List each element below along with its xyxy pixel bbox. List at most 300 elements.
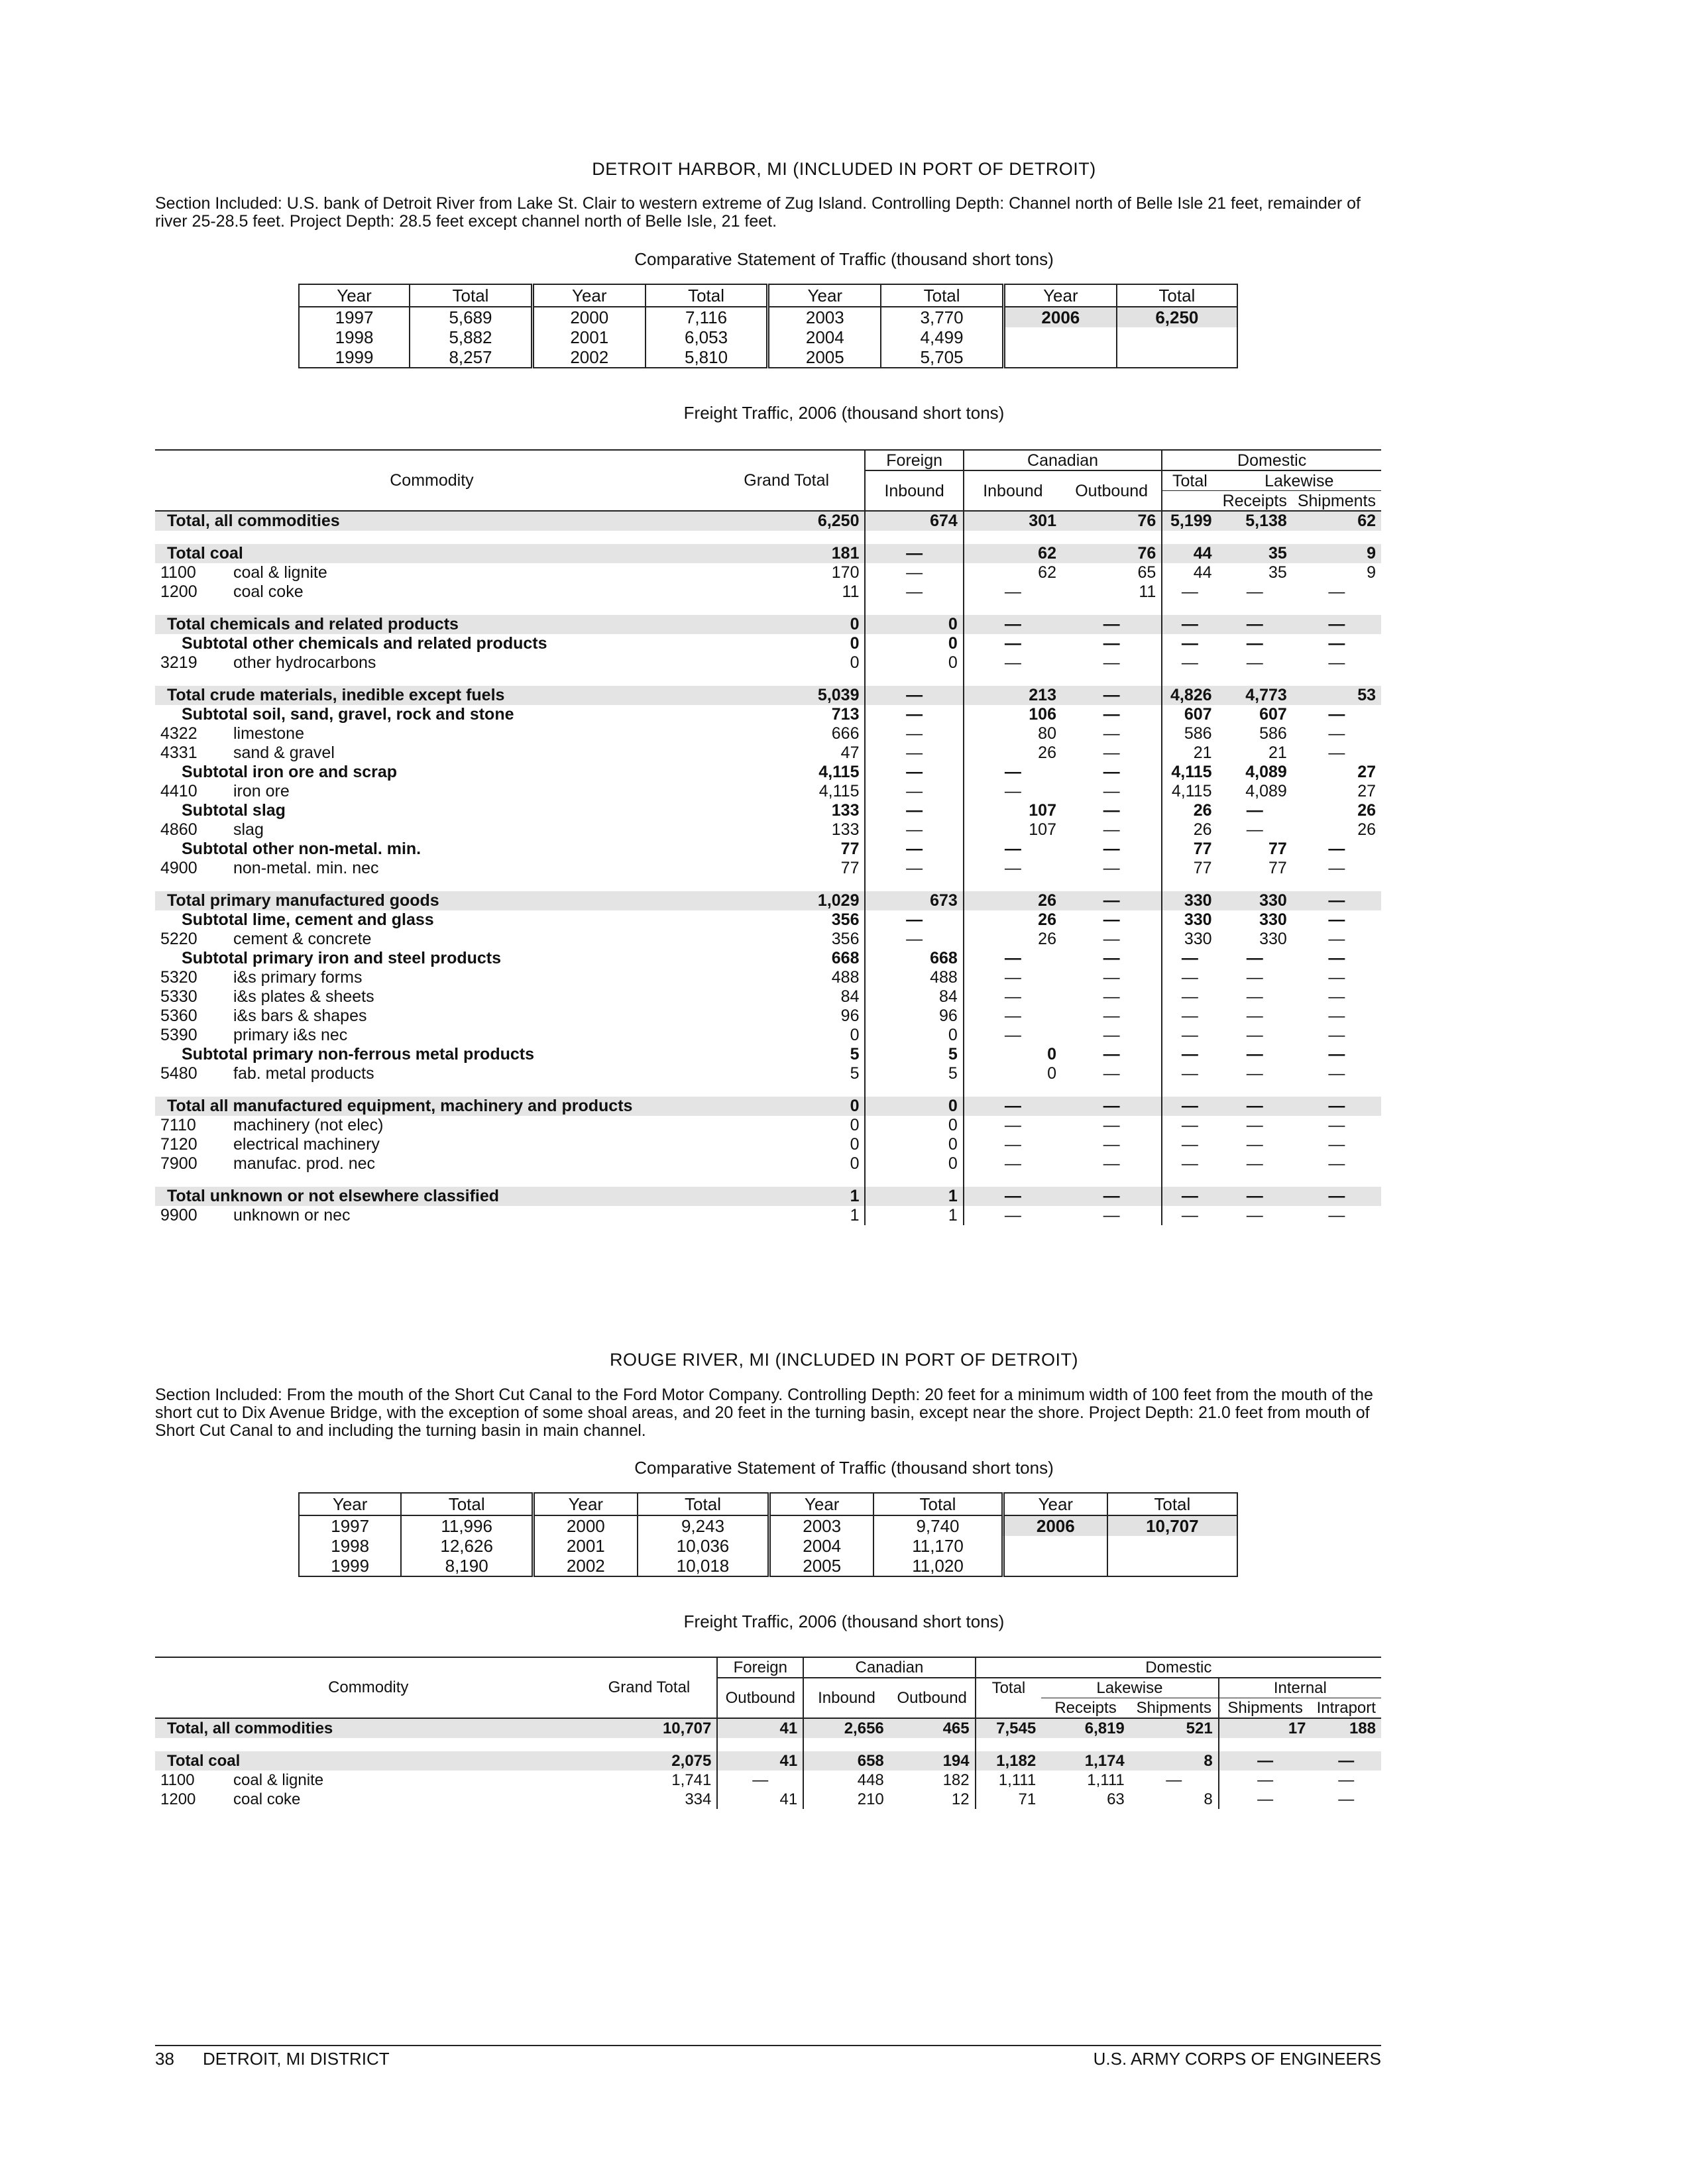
grand-total-header: Grand Total xyxy=(608,1678,691,1696)
value-cell: 76 xyxy=(1062,544,1162,563)
value-cell: 0 xyxy=(964,1045,1062,1064)
value-cell: 107 xyxy=(964,820,1062,840)
value-cell: — xyxy=(865,840,963,859)
spacer-row xyxy=(155,1174,1381,1187)
value-cell: 63 xyxy=(1107,1790,1125,1808)
value-cell: 26 xyxy=(964,910,1062,930)
commodity-code: 5390 xyxy=(160,1026,197,1044)
domestic-header: Domestic xyxy=(976,1657,1381,1678)
commodity-name: fab. metal products xyxy=(233,1064,374,1083)
rouge-title: ROUGE RIVER, MI (INCLUDED IN PORT OF DETROIT) xyxy=(609,1350,1079,1370)
value-cell: — xyxy=(964,1026,1062,1045)
value-cell: 8 xyxy=(1204,1790,1213,1808)
value-cell: 2,075 xyxy=(582,1751,718,1771)
value-cell: 0 xyxy=(850,634,860,653)
value-cell: 80 xyxy=(964,724,1062,743)
value-cell: — xyxy=(865,686,963,705)
receipts-header: Receipts xyxy=(1222,491,1287,510)
comparative-row xyxy=(299,1556,1237,1576)
value-cell: 586 xyxy=(1259,724,1287,743)
comparative-year: 1998 xyxy=(299,1536,401,1556)
canadian-header: Canadian xyxy=(803,1657,975,1678)
comparative-total: 7,116 xyxy=(646,307,768,327)
value-cell: 44 xyxy=(1162,563,1217,582)
commodity-name: Subtotal lime, cement and glass xyxy=(182,910,434,929)
internal-header: Internal xyxy=(1219,1678,1381,1698)
value-cell: — xyxy=(865,743,963,763)
commodity-cell xyxy=(155,801,708,820)
table-row xyxy=(155,930,1381,949)
value-cell: — xyxy=(1292,615,1381,634)
total-header: Total xyxy=(1117,284,1237,307)
commodity-name: i&s plates & sheets xyxy=(233,987,374,1006)
value-cell: — xyxy=(1328,840,1345,858)
comparative-year: 1999 xyxy=(299,347,410,368)
value-cell: 488 xyxy=(865,968,963,987)
commodity-code: 1100 xyxy=(160,1771,195,1789)
value-cell: — xyxy=(1246,1007,1263,1025)
commodity-cell xyxy=(155,1026,708,1045)
table-row xyxy=(155,686,1381,705)
value-cell: 330 xyxy=(1162,910,1217,930)
commodity-cell xyxy=(155,930,708,949)
comparative-year: 1997 xyxy=(299,307,410,327)
value-cell: 26 xyxy=(1162,801,1217,820)
comparative-year: 2005 xyxy=(768,347,881,368)
value-cell: 47 xyxy=(840,743,860,762)
comparative-year xyxy=(1004,347,1117,368)
value-cell: 62 xyxy=(1292,511,1381,531)
value-cell: 330 xyxy=(1259,930,1287,948)
value-cell: — xyxy=(1292,891,1381,910)
value-cell: 53 xyxy=(1292,686,1381,705)
table-row xyxy=(155,1026,1381,1045)
commodity-name: Total, all commodities xyxy=(167,512,340,530)
value-cell: 0 xyxy=(850,1154,860,1173)
value-cell: — xyxy=(1246,949,1263,967)
value-cell: — xyxy=(865,782,963,801)
value-cell: — xyxy=(865,801,963,820)
commodity-cell xyxy=(155,634,708,653)
value-cell: 188 xyxy=(1312,1718,1381,1738)
table-row xyxy=(155,1045,1381,1064)
value-cell: — xyxy=(1328,987,1345,1006)
table-row xyxy=(155,634,1381,653)
commodity-name: limestone xyxy=(233,724,304,743)
value-cell: 71 xyxy=(976,1790,1042,1809)
value-cell: 0 xyxy=(850,1116,860,1134)
comparative-year xyxy=(1004,327,1117,347)
commodity-code: 4322 xyxy=(160,724,197,743)
table-row xyxy=(155,563,1381,582)
value-cell: — xyxy=(1246,968,1263,987)
commodity-cell xyxy=(155,820,708,840)
value-cell: — xyxy=(1219,1751,1312,1771)
value-cell: 84 xyxy=(840,987,860,1006)
value-cell: — xyxy=(1246,1026,1263,1044)
value-cell: — xyxy=(1328,910,1345,929)
value-cell: 35 xyxy=(1268,563,1287,582)
value-cell: 77 xyxy=(1268,859,1287,877)
comparative-year: 2006 xyxy=(1004,307,1117,327)
value-cell: 1 xyxy=(708,1187,866,1206)
value-cell: — xyxy=(1312,1751,1381,1771)
commodity-cell xyxy=(155,1064,708,1083)
value-cell: — xyxy=(1328,1154,1345,1173)
year-header: Year xyxy=(299,284,410,307)
foreign-header: Foreign xyxy=(717,1657,803,1678)
value-cell: 26 xyxy=(964,930,1062,949)
internal-shipments-header: Shipments xyxy=(1219,1698,1312,1719)
value-cell: — xyxy=(865,724,963,743)
value-cell: 76 xyxy=(1062,511,1162,531)
value-cell: — xyxy=(964,1097,1062,1116)
value-cell: 194 xyxy=(889,1751,976,1771)
commodity-cell xyxy=(155,1718,582,1738)
value-cell: 44 xyxy=(1162,544,1217,563)
table-row xyxy=(155,724,1381,743)
value-cell: 12 xyxy=(951,1790,970,1808)
value-cell: 330 xyxy=(1259,910,1287,929)
comparative-year: 1997 xyxy=(299,1515,401,1536)
value-cell: 658 xyxy=(803,1751,889,1771)
value-cell: — xyxy=(964,840,1062,859)
comparative-year: 2002 xyxy=(533,1556,637,1576)
commodity-name: Subtotal primary non-ferrous metal products xyxy=(182,1045,535,1064)
value-cell: — xyxy=(1328,968,1345,987)
value-cell: 9 xyxy=(1292,544,1381,563)
value-cell: — xyxy=(1103,634,1120,653)
value-cell: — xyxy=(964,968,1062,987)
commodity-cell xyxy=(155,1154,708,1174)
value-cell: 11 xyxy=(1139,582,1156,601)
comparative-total: 12,626 xyxy=(401,1536,533,1556)
value-cell: — xyxy=(1328,1135,1345,1154)
table-row xyxy=(155,1751,1381,1771)
value-cell: — xyxy=(1162,653,1217,673)
commodity-code: 5320 xyxy=(160,968,197,987)
value-cell: 0 xyxy=(865,615,963,634)
value-cell: — xyxy=(1162,615,1217,634)
year-header: Year xyxy=(299,1493,401,1515)
commodity-cell xyxy=(155,1097,708,1116)
value-cell: — xyxy=(1103,1154,1120,1173)
value-cell: — xyxy=(964,653,1062,673)
comparative-total: 6,053 xyxy=(646,327,768,347)
comparative-total: 4,499 xyxy=(881,327,1003,347)
value-cell: 1,111 xyxy=(1087,1771,1125,1789)
receipts-header: Receipts xyxy=(1054,1698,1117,1717)
table-row xyxy=(155,544,1381,563)
table-row xyxy=(155,840,1381,859)
value-cell: — xyxy=(1292,1097,1381,1116)
comparative-year: 2001 xyxy=(533,1536,637,1556)
value-cell: — xyxy=(964,1135,1062,1154)
commodity-cell xyxy=(155,949,708,968)
commodity-header: Commodity xyxy=(390,471,474,490)
comparative-year: 2006 xyxy=(1003,1515,1107,1536)
foreign-outbound-header: Outbound xyxy=(717,1678,803,1718)
commodity-cell xyxy=(155,686,708,705)
commodity-cell xyxy=(155,1790,582,1809)
value-cell: — xyxy=(1103,1026,1120,1044)
comparative-header-row xyxy=(299,1493,1237,1515)
foreign-header: Foreign xyxy=(865,450,963,470)
commodity-cell xyxy=(155,763,708,782)
value-cell: — xyxy=(1162,1064,1217,1083)
value-cell: 330 xyxy=(1162,930,1217,949)
value-cell: — xyxy=(1217,1187,1292,1206)
commodity-name: non-metal. min. nec xyxy=(233,859,379,877)
value-cell: — xyxy=(1103,1045,1120,1064)
total-header: Total xyxy=(881,284,1003,307)
comparative-row xyxy=(299,307,1237,327)
table-row xyxy=(155,1097,1381,1116)
value-cell: 182 xyxy=(942,1771,970,1789)
commodity-name: Total crude materials, inedible except fuels xyxy=(167,686,505,704)
value-cell: — xyxy=(1328,1007,1345,1025)
commodity-code: 4900 xyxy=(160,859,197,877)
value-cell: 713 xyxy=(831,705,860,724)
commodity-name: coal & lignite xyxy=(233,563,327,582)
value-cell: 674 xyxy=(865,511,963,531)
value-cell: — xyxy=(1219,1771,1312,1790)
value-cell: — xyxy=(1103,782,1120,800)
commodity-cell xyxy=(155,724,708,743)
value-cell: — xyxy=(1103,705,1120,724)
value-cell: 9 xyxy=(1367,563,1376,582)
value-cell: — xyxy=(1103,1007,1120,1025)
table-row xyxy=(155,511,1381,531)
value-cell: — xyxy=(1328,930,1345,948)
value-cell: — xyxy=(865,859,963,878)
value-cell: 0 xyxy=(865,1154,963,1174)
commodity-cell xyxy=(155,910,708,930)
comparative-year: 2002 xyxy=(532,347,645,368)
value-cell: — xyxy=(1328,1206,1345,1225)
commodity-code: 5480 xyxy=(160,1064,197,1083)
value-cell: — xyxy=(1162,582,1217,602)
value-cell: — xyxy=(1103,840,1120,858)
year-header: Year xyxy=(532,284,645,307)
detroit-comparative-table xyxy=(298,284,1238,368)
spacer-row xyxy=(155,878,1381,891)
rouge-freight-table xyxy=(155,1657,1381,1809)
canadian-header: Canadian xyxy=(964,450,1162,470)
comparative-total xyxy=(1117,327,1237,347)
value-cell: 41 xyxy=(717,1790,803,1809)
commodity-name: Subtotal other non-metal. min. xyxy=(182,840,422,858)
value-cell: — xyxy=(1103,820,1120,839)
value-cell: — xyxy=(1062,686,1162,705)
commodity-cell xyxy=(155,840,708,859)
footer-agency: U.S. ARMY CORPS OF ENGINEERS xyxy=(1093,2049,1381,2069)
value-cell: 26 xyxy=(964,891,1062,910)
comparative-total: 8,257 xyxy=(410,347,532,368)
comparative-total: 3,770 xyxy=(881,307,1003,327)
lakewise-shipments-header: Shipments xyxy=(1136,1698,1211,1717)
spacer-row xyxy=(155,1083,1381,1097)
value-cell: 0 xyxy=(708,615,866,634)
comparative-total: 9,243 xyxy=(638,1515,769,1536)
rouge-section-text: Section Included: From the mouth of the Short Cut Canal to the Ford Motor Company. Controlling Depth: 20 feet for a minimum width of 100 feet from the mouth of the short cut to Dix Avenue Bridge, with the exception of some shoal areas, and 20 feet in the turning basin, except near the shore. Project Depth: 21.0 feet from mouth of Short Cut Canal to and including the turning basin in main channel. xyxy=(155,1386,1373,1440)
value-cell: — xyxy=(1162,1187,1217,1206)
value-cell: 11 xyxy=(842,582,860,601)
total-header: Total xyxy=(401,1493,533,1515)
value-cell: — xyxy=(964,859,1062,878)
commodity-cell xyxy=(155,615,708,634)
commodity-name: Total unknown or not elsewhere classified xyxy=(167,1187,500,1205)
value-cell: — xyxy=(964,782,1062,801)
value-cell: — xyxy=(1103,1206,1120,1225)
table-row xyxy=(155,1135,1381,1154)
table-row xyxy=(155,1206,1381,1225)
value-cell: 1,111 xyxy=(976,1771,1042,1790)
commodity-name: Subtotal soil, sand, gravel, rock and stone xyxy=(182,705,514,724)
value-cell: 1,029 xyxy=(708,891,866,910)
value-cell: — xyxy=(1246,582,1263,601)
total-header: Total xyxy=(1107,1493,1237,1515)
value-cell: — xyxy=(1103,653,1120,672)
comparative-year: 2003 xyxy=(769,1515,873,1536)
value-cell: 334 xyxy=(685,1790,712,1808)
comparative-total: 10,707 xyxy=(1107,1515,1237,1536)
table-row xyxy=(155,1116,1381,1135)
commodity-cell xyxy=(155,1045,708,1064)
value-cell: — xyxy=(1103,1064,1120,1083)
value-cell: 4,773 xyxy=(1217,686,1292,705)
commodity-name: Subtotal slag xyxy=(182,801,286,820)
spacer-row xyxy=(155,1738,1381,1751)
table-row xyxy=(155,1154,1381,1174)
value-cell: 6,250 xyxy=(708,511,866,531)
value-cell: 5 xyxy=(865,1045,963,1064)
value-cell: 607 xyxy=(1259,705,1287,724)
comparative-row xyxy=(299,347,1237,368)
comparative-total: 5,705 xyxy=(881,347,1003,368)
table-row xyxy=(155,1007,1381,1026)
value-cell: 77 xyxy=(840,859,860,877)
value-cell: — xyxy=(1246,1135,1263,1154)
value-cell: — xyxy=(964,1154,1062,1174)
value-cell: 213 xyxy=(964,686,1062,705)
commodity-code: 3219 xyxy=(160,653,197,672)
value-cell: — xyxy=(1246,1154,1263,1173)
value-cell: — xyxy=(964,634,1062,653)
value-cell: 4,826 xyxy=(1162,686,1217,705)
commodity-name: i&s bars & shapes xyxy=(233,1007,367,1025)
value-cell: 0 xyxy=(865,1026,963,1045)
value-cell: — xyxy=(1328,634,1345,653)
domestic-total-header: Total xyxy=(976,1678,1042,1698)
table-row xyxy=(155,1187,1381,1206)
table-row xyxy=(155,615,1381,634)
value-cell: 666 xyxy=(831,724,860,743)
value-cell: — xyxy=(1162,634,1217,653)
footer-page-number: 38 xyxy=(155,2049,174,2069)
value-cell: — xyxy=(865,820,963,840)
rouge-comparative-table xyxy=(298,1492,1238,1577)
comparative-year: 2005 xyxy=(769,1556,873,1576)
value-cell: 26 xyxy=(1357,801,1376,820)
table-row xyxy=(155,763,1381,782)
value-cell: — xyxy=(1246,801,1263,820)
table-row xyxy=(155,891,1381,910)
value-cell: — xyxy=(717,1771,803,1790)
value-cell: — xyxy=(1338,1771,1355,1789)
comparative-year: 2001 xyxy=(532,327,645,347)
table-row xyxy=(155,820,1381,840)
commodity-name: unknown or nec xyxy=(233,1206,351,1225)
value-cell: 26 xyxy=(1357,820,1376,839)
lakewise-header: Lakewise xyxy=(1217,470,1381,491)
commodity-header: Commodity xyxy=(328,1678,409,1696)
commodity-code: 7120 xyxy=(160,1135,197,1154)
commodity-cell xyxy=(155,891,708,910)
commodity-cell xyxy=(155,511,708,531)
value-cell: — xyxy=(1103,743,1120,762)
value-cell: 77 xyxy=(840,840,860,858)
commodity-code: 5330 xyxy=(160,987,197,1006)
value-cell: — xyxy=(1103,930,1120,948)
commodity-cell xyxy=(155,1007,708,1026)
value-cell: 96 xyxy=(865,1007,963,1026)
commodity-name: cement & concrete xyxy=(233,930,372,948)
value-cell: — xyxy=(964,615,1062,634)
canadian-outbound-header: Outbound xyxy=(1075,481,1149,500)
table-row xyxy=(155,859,1381,878)
comparative-total xyxy=(1107,1536,1237,1556)
value-cell: 673 xyxy=(865,891,963,910)
commodity-cell xyxy=(155,1771,582,1790)
value-cell: — xyxy=(1246,634,1263,653)
value-cell: 586 xyxy=(1162,724,1217,743)
spacer-row xyxy=(155,531,1381,544)
table-row xyxy=(155,653,1381,673)
value-cell: 26 xyxy=(1162,820,1217,840)
commodity-cell xyxy=(155,544,708,563)
year-header: Year xyxy=(1003,1493,1107,1515)
commodity-code: 1200 xyxy=(160,582,197,601)
year-header: Year xyxy=(533,1493,637,1515)
total-header: Total xyxy=(646,284,768,307)
commodity-cell xyxy=(155,1135,708,1154)
value-cell: — xyxy=(1162,1097,1217,1116)
commodity-name: slag xyxy=(233,820,264,839)
comparative-total: 11,170 xyxy=(873,1536,1003,1556)
commodity-cell xyxy=(155,705,708,724)
value-cell: — xyxy=(1217,1097,1292,1116)
value-cell: — xyxy=(865,544,963,563)
value-cell: 77 xyxy=(1162,840,1217,859)
commodity-cell xyxy=(155,743,708,763)
value-cell: — xyxy=(1162,1206,1217,1225)
value-cell: — xyxy=(1246,1116,1263,1134)
value-cell: — xyxy=(1328,1026,1345,1044)
commodity-name: machinery (not elec) xyxy=(233,1116,384,1134)
value-cell: 62 xyxy=(964,544,1062,563)
value-cell: — xyxy=(1103,949,1120,967)
commodity-name: electrical machinery xyxy=(233,1135,380,1154)
value-cell: 0 xyxy=(850,1026,860,1044)
value-cell: 0 xyxy=(865,1135,963,1154)
value-cell: 5 xyxy=(850,1045,860,1064)
value-cell: — xyxy=(964,582,1062,602)
commodity-cell xyxy=(155,1116,708,1135)
commodity-cell xyxy=(155,582,708,602)
value-cell: 84 xyxy=(865,987,963,1007)
footer-rule xyxy=(155,2045,1381,2046)
